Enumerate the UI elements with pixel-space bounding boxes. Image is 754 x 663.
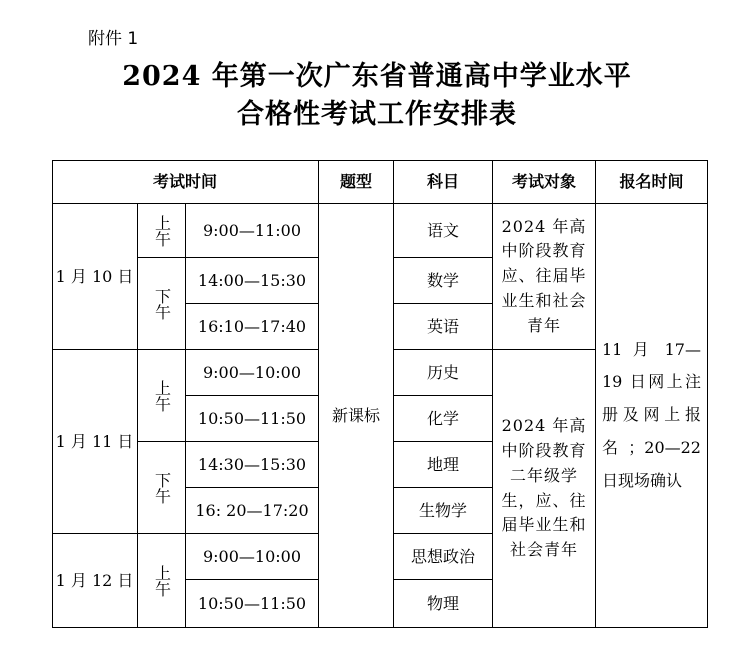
document-title-line1: 2024 年第一次广东省普通高中学业水平	[122, 61, 632, 92]
time-slot: 14:00—15:30	[186, 258, 319, 304]
document-title-line2: 合格性考试工作安排表	[237, 99, 517, 130]
time-slot: 10:50—11:50	[186, 396, 319, 442]
period-afternoon	[138, 258, 186, 350]
period-morning	[138, 204, 186, 258]
time-slot: 9:00—11:00	[186, 204, 319, 258]
attachment-label: 附件 1	[88, 29, 139, 49]
period-morning	[138, 350, 186, 442]
subject-cell: 英语	[394, 304, 493, 350]
time-slot: 16:10—17:40	[186, 304, 319, 350]
period-label: 上午	[152, 564, 172, 597]
header-exam-target: 考试对象	[493, 160, 596, 204]
subject-cell: 数学	[394, 258, 493, 304]
subject-cell: 物理	[394, 580, 493, 628]
time-slot: 16: 20—17:20	[186, 488, 319, 534]
subject-cell: 地理	[394, 442, 493, 488]
header-signup-time: 报名时间	[596, 160, 708, 204]
period-morning	[138, 534, 186, 628]
exam-target-group2: 2024 年高中阶段教育二年级学生，应、往届毕业生和社会青年	[493, 350, 596, 628]
time-slot: 9:00—10:00	[186, 350, 319, 396]
period-label: 上午	[152, 214, 172, 247]
period-label: 下午	[152, 287, 172, 320]
date-cell: 1 月 11 日	[52, 350, 138, 534]
subject-cell: 历史	[394, 350, 493, 396]
signup-time-cell: 11 月 17—19 日网上注册及网上报名；20—22 日现场确认	[596, 204, 708, 628]
time-slot: 14:30—15:30	[186, 442, 319, 488]
period-label: 下午	[152, 471, 172, 504]
time-slot: 10:50—11:50	[186, 580, 319, 628]
date-cell: 1 月 12 日	[52, 534, 138, 628]
period-afternoon	[138, 442, 186, 534]
period-label: 上午	[152, 379, 172, 412]
exam-target-group1: 2024 年高中阶段教育应、往届毕业生和社会青年	[493, 204, 596, 350]
subject-cell: 生物学	[394, 488, 493, 534]
date-cell: 1 月 10 日	[52, 204, 138, 350]
header-question-type: 题型	[319, 160, 394, 204]
subject-cell: 语文	[394, 204, 493, 258]
schedule-table	[52, 160, 708, 628]
time-slot: 9:00—10:00	[186, 534, 319, 580]
subject-cell: 思想政治	[394, 534, 493, 580]
header-subject: 科目	[394, 160, 493, 204]
question-type-cell: 新课标	[319, 204, 394, 628]
header-exam-time: 考试时间	[52, 160, 319, 204]
subject-cell: 化学	[394, 396, 493, 442]
